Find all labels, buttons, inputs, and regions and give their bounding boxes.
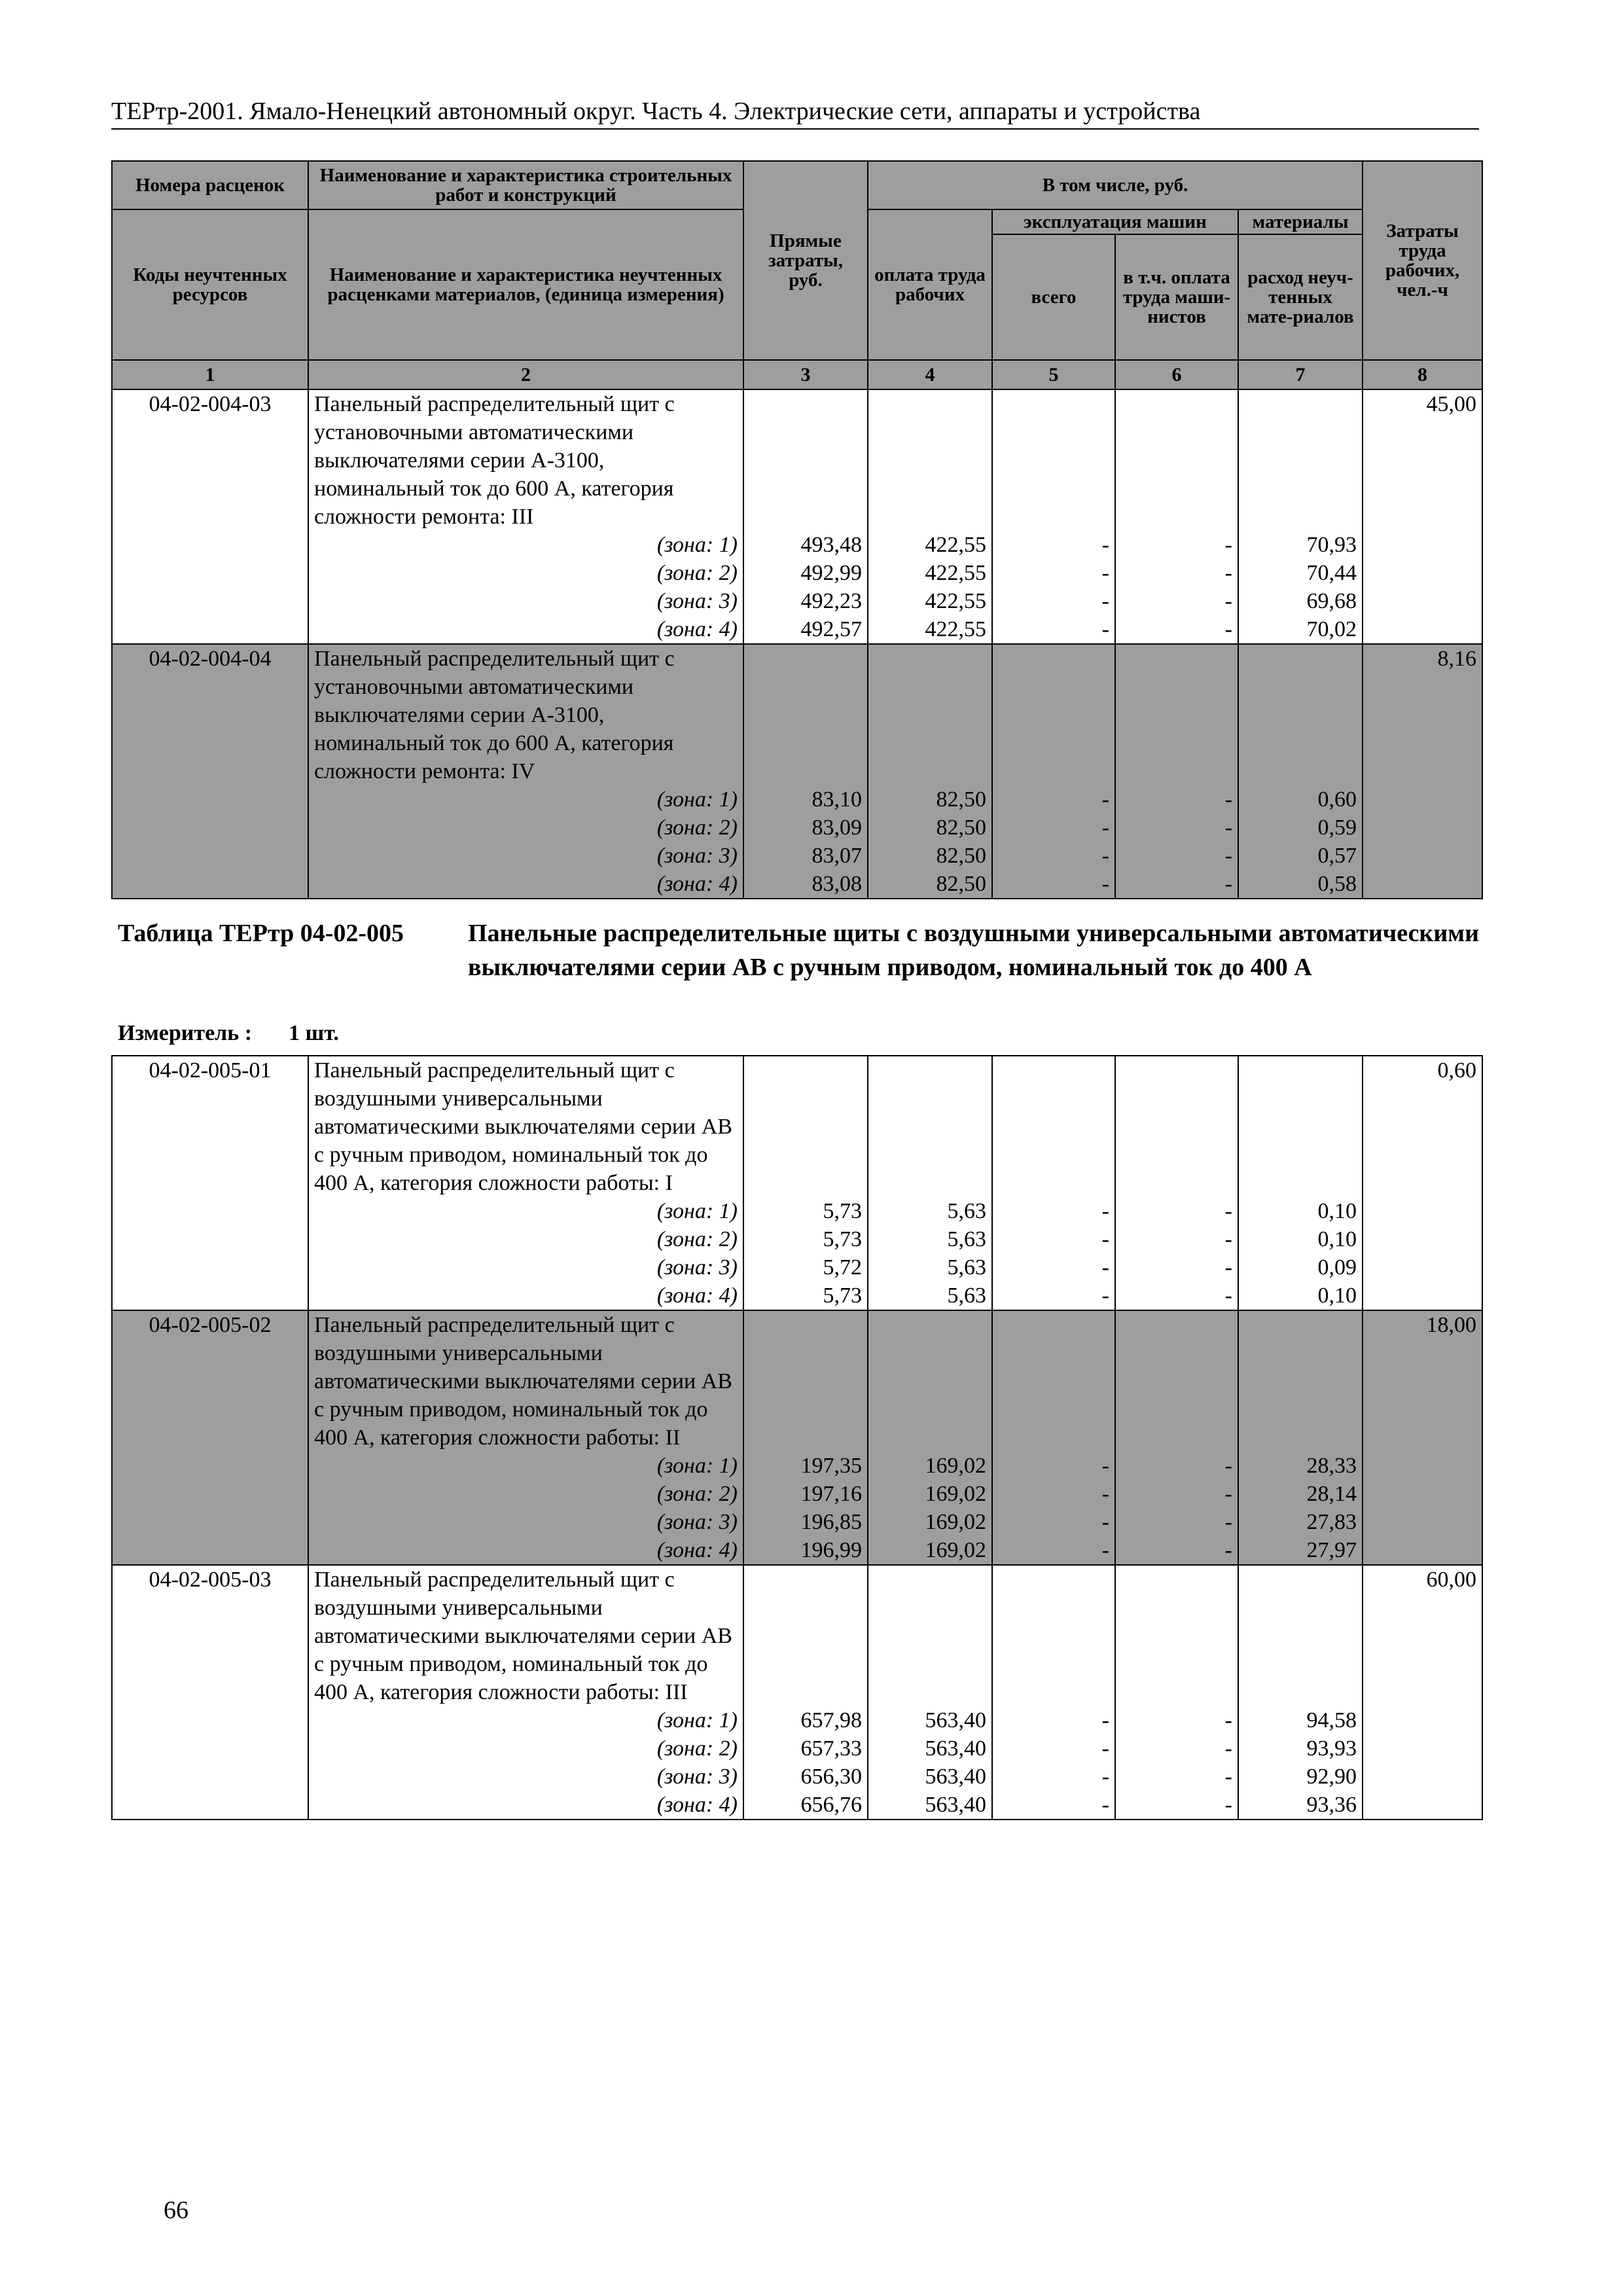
zone-row bbox=[112, 1706, 1482, 1734]
empty-cell bbox=[743, 1056, 868, 1197]
empty-cell bbox=[1363, 870, 1482, 899]
machines-total: - bbox=[992, 842, 1115, 870]
machinist-pay: - bbox=[1115, 531, 1238, 559]
empty-cell bbox=[1115, 1056, 1238, 1197]
empty-cell bbox=[112, 1480, 308, 1508]
machinist-pay: - bbox=[1115, 1706, 1238, 1734]
direct-cost: 196,85 bbox=[743, 1508, 868, 1536]
machinist-pay: - bbox=[1115, 1480, 1238, 1508]
zone-label: (зона: 4) bbox=[308, 870, 743, 899]
col-work-name: Наименование и характеристика строительных работ и конструкций bbox=[308, 161, 743, 209]
measure-line bbox=[118, 1021, 339, 1046]
empty-cell bbox=[1115, 644, 1238, 785]
empty-cell bbox=[1363, 531, 1482, 559]
zone-row bbox=[112, 1282, 1482, 1310]
zone-row bbox=[112, 1508, 1482, 1536]
machines-total: - bbox=[992, 1763, 1115, 1791]
direct-cost: 656,76 bbox=[743, 1791, 868, 1820]
zone-row bbox=[112, 785, 1482, 814]
zone-label: (зона: 2) bbox=[308, 559, 743, 587]
col-machines-total: всего bbox=[992, 234, 1115, 360]
rate-description: Панельный распределительный щит с воздушными универсальными автоматическими выключателями серии АВ с ручным приводом, номинальный ток до 400 А, категория сложности работы: I bbox=[308, 1056, 743, 1197]
direct-cost: 83,08 bbox=[743, 870, 868, 899]
zone-label: (зона: 1) bbox=[308, 531, 743, 559]
empty-cell bbox=[1363, 587, 1482, 615]
materials-cost: 0,10 bbox=[1238, 1282, 1363, 1310]
machinist-pay: - bbox=[1115, 1253, 1238, 1282]
empty-cell bbox=[1363, 1197, 1482, 1225]
empty-cell bbox=[992, 1056, 1115, 1197]
empty-cell bbox=[1363, 1763, 1482, 1791]
column-number-row bbox=[112, 360, 1482, 389]
worker-pay: 5,63 bbox=[868, 1225, 992, 1253]
zone-label: (зона: 1) bbox=[308, 1452, 743, 1480]
table-row bbox=[112, 644, 1482, 785]
worker-pay: 5,63 bbox=[868, 1253, 992, 1282]
zone-row bbox=[112, 1536, 1482, 1565]
empty-cell bbox=[112, 1763, 308, 1791]
machines-total: - bbox=[992, 1508, 1115, 1536]
col-machinist-pay: в т.ч. оплата труда маши-нистов bbox=[1115, 234, 1238, 360]
machines-total: - bbox=[992, 1225, 1115, 1253]
empty-cell bbox=[1115, 389, 1238, 531]
empty-cell bbox=[112, 842, 308, 870]
empty-cell bbox=[868, 1056, 992, 1197]
measure-label: Измеритель : bbox=[118, 1021, 253, 1045]
machines-total: - bbox=[992, 1480, 1115, 1508]
zone-row bbox=[112, 1734, 1482, 1763]
direct-cost: 657,33 bbox=[743, 1734, 868, 1763]
empty-cell bbox=[112, 1791, 308, 1820]
zone-row bbox=[112, 1763, 1482, 1791]
materials-cost: 28,14 bbox=[1238, 1480, 1363, 1508]
machinist-pay: - bbox=[1115, 615, 1238, 644]
worker-pay: 422,55 bbox=[868, 559, 992, 587]
empty-cell bbox=[112, 1253, 308, 1282]
worker-pay: 563,40 bbox=[868, 1706, 992, 1734]
machinist-pay: - bbox=[1115, 1763, 1238, 1791]
measure-unit: 1 шт. bbox=[289, 1021, 339, 1045]
empty-cell bbox=[112, 1197, 308, 1225]
materials-cost: 70,44 bbox=[1238, 559, 1363, 587]
worker-pay: 82,50 bbox=[868, 785, 992, 814]
zone-label: (зона: 3) bbox=[308, 587, 743, 615]
zone-label: (зона: 4) bbox=[308, 1536, 743, 1565]
machinist-pay: - bbox=[1115, 559, 1238, 587]
machines-total: - bbox=[992, 1282, 1115, 1310]
materials-cost: 28,33 bbox=[1238, 1452, 1363, 1480]
materials-cost: 94,58 bbox=[1238, 1706, 1363, 1734]
empty-cell bbox=[868, 389, 992, 531]
col-number: 4 bbox=[868, 360, 992, 389]
zone-label: (зона: 3) bbox=[308, 1763, 743, 1791]
col-number: 2 bbox=[308, 360, 743, 389]
machines-total: - bbox=[992, 587, 1115, 615]
zone-row bbox=[112, 870, 1482, 899]
empty-cell bbox=[112, 559, 308, 587]
empty-cell bbox=[112, 1282, 308, 1310]
labor-value: 0,60 bbox=[1363, 1056, 1482, 1197]
worker-pay: 422,55 bbox=[868, 531, 992, 559]
col-labor-costs: Затраты труда рабочих, чел.-ч bbox=[1363, 161, 1482, 360]
empty-cell bbox=[112, 531, 308, 559]
empty-cell bbox=[743, 644, 868, 785]
table-row bbox=[112, 1310, 1482, 1452]
empty-cell bbox=[1363, 1253, 1482, 1282]
machinist-pay: - bbox=[1115, 587, 1238, 615]
zone-label: (зона: 3) bbox=[308, 1253, 743, 1282]
direct-cost: 83,07 bbox=[743, 842, 868, 870]
table-body bbox=[112, 389, 1482, 899]
table-number: Таблица ТЕРтр 04-02-005 bbox=[118, 920, 404, 947]
empty-cell bbox=[112, 587, 308, 615]
col-number: 6 bbox=[1115, 360, 1238, 389]
machinist-pay: - bbox=[1115, 1452, 1238, 1480]
labor-value: 45,00 bbox=[1363, 389, 1482, 531]
materials-cost: 92,90 bbox=[1238, 1763, 1363, 1791]
col-group-materials: материалы bbox=[1238, 209, 1363, 234]
col-group-machines: эксплуатация машин bbox=[992, 209, 1238, 234]
machinist-pay: - bbox=[1115, 870, 1238, 899]
empty-cell bbox=[868, 644, 992, 785]
empty-cell bbox=[1238, 644, 1363, 785]
col-number: 7 bbox=[1238, 360, 1363, 389]
worker-pay: 563,40 bbox=[868, 1791, 992, 1820]
materials-cost: 0,57 bbox=[1238, 842, 1363, 870]
materials-cost: 0,58 bbox=[1238, 870, 1363, 899]
materials-cost: 0,10 bbox=[1238, 1225, 1363, 1253]
machinist-pay: - bbox=[1115, 1225, 1238, 1253]
direct-cost: 5,73 bbox=[743, 1282, 868, 1310]
machines-total: - bbox=[992, 1706, 1115, 1734]
materials-cost: 93,93 bbox=[1238, 1734, 1363, 1763]
rate-description: Панельный распределительный щит с воздушными универсальными автоматическими выключателями серии АВ с ручным приводом, номинальный ток до 400 А, категория сложности работы: II bbox=[308, 1310, 743, 1452]
direct-cost: 657,98 bbox=[743, 1706, 868, 1734]
materials-cost: 0,59 bbox=[1238, 814, 1363, 842]
zone-row bbox=[112, 814, 1482, 842]
zone-row bbox=[112, 842, 1482, 870]
empty-cell bbox=[112, 1452, 308, 1480]
materials-cost: 69,68 bbox=[1238, 587, 1363, 615]
zone-label: (зона: 2) bbox=[308, 814, 743, 842]
empty-cell bbox=[112, 870, 308, 899]
empty-cell bbox=[743, 1565, 868, 1706]
zone-row bbox=[112, 1197, 1482, 1225]
rate-code: 04-02-005-02 bbox=[112, 1310, 308, 1452]
worker-pay: 422,55 bbox=[868, 587, 992, 615]
page-number: 66 bbox=[164, 2197, 188, 2224]
table-caption: Панельные распределительные щиты с воздушными универсальными автоматическими выключателями серии АВ с ручным приводом, номинальный ток до 400 А bbox=[468, 920, 1479, 981]
machines-total: - bbox=[992, 1791, 1115, 1820]
empty-cell bbox=[1238, 389, 1363, 531]
empty-cell bbox=[112, 615, 308, 644]
rates-table-004 bbox=[111, 160, 1483, 899]
zone-label: (зона: 1) bbox=[308, 785, 743, 814]
zone-row bbox=[112, 1225, 1482, 1253]
direct-cost: 493,48 bbox=[743, 531, 868, 559]
empty-cell bbox=[992, 644, 1115, 785]
zone-label: (зона: 1) bbox=[308, 1706, 743, 1734]
table-row bbox=[112, 1565, 1482, 1706]
rate-description: Панельный распределительный щит с установочными автоматическими выключателями серии А-3100, номинальный ток до 600 А, категория сложности ремонта: IV bbox=[308, 644, 743, 785]
machines-total: - bbox=[992, 559, 1115, 587]
empty-cell bbox=[1363, 1734, 1482, 1763]
machinist-pay: - bbox=[1115, 1197, 1238, 1225]
machinist-pay: - bbox=[1115, 785, 1238, 814]
rate-code: 04-02-004-04 bbox=[112, 644, 308, 785]
direct-cost: 83,09 bbox=[743, 814, 868, 842]
empty-cell bbox=[1363, 1282, 1482, 1310]
zone-label: (зона: 1) bbox=[308, 1197, 743, 1225]
empty-cell bbox=[992, 1565, 1115, 1706]
direct-cost: 492,57 bbox=[743, 615, 868, 644]
machines-total: - bbox=[992, 1734, 1115, 1763]
empty-cell bbox=[112, 1225, 308, 1253]
empty-cell bbox=[1363, 1536, 1482, 1565]
col-group-including: В том числе, руб. bbox=[868, 161, 1363, 209]
empty-cell bbox=[1363, 1706, 1482, 1734]
col-unaccounted-materials: расход неуч-тенных мате-риалов bbox=[1238, 234, 1363, 360]
empty-cell bbox=[1363, 1480, 1482, 1508]
direct-cost: 196,99 bbox=[743, 1536, 868, 1565]
empty-cell bbox=[1238, 1056, 1363, 1197]
machines-total: - bbox=[992, 1452, 1115, 1480]
empty-cell bbox=[1363, 615, 1482, 644]
labor-value: 60,00 bbox=[1363, 1565, 1482, 1706]
worker-pay: 82,50 bbox=[868, 870, 992, 899]
col-rate-numbers: Номера расценок bbox=[112, 161, 308, 209]
worker-pay: 82,50 bbox=[868, 814, 992, 842]
col-direct-costs: Прямые затраты, руб. bbox=[743, 161, 868, 360]
direct-cost: 83,10 bbox=[743, 785, 868, 814]
machines-total: - bbox=[992, 870, 1115, 899]
empty-cell bbox=[112, 814, 308, 842]
zone-row bbox=[112, 1480, 1482, 1508]
col-number: 3 bbox=[743, 360, 868, 389]
empty-cell bbox=[743, 1310, 868, 1452]
table-body bbox=[112, 1056, 1482, 1820]
col-resource-codes: Коды неучтенных ресурсов bbox=[112, 209, 308, 360]
col-material-name: Наименование и характеристика неучтенных расценками материалов, (единица измерения) bbox=[308, 209, 743, 360]
machinist-pay: - bbox=[1115, 1508, 1238, 1536]
zone-row bbox=[112, 615, 1482, 644]
zone-row bbox=[112, 559, 1482, 587]
materials-cost: 0,60 bbox=[1238, 785, 1363, 814]
col-worker-pay: оплата труда рабочих bbox=[868, 209, 992, 360]
empty-cell bbox=[1363, 842, 1482, 870]
materials-cost: 27,83 bbox=[1238, 1508, 1363, 1536]
machines-total: - bbox=[992, 615, 1115, 644]
worker-pay: 5,63 bbox=[868, 1197, 992, 1225]
materials-cost: 0,09 bbox=[1238, 1253, 1363, 1282]
machines-total: - bbox=[992, 531, 1115, 559]
empty-cell bbox=[1363, 559, 1482, 587]
materials-cost: 27,97 bbox=[1238, 1536, 1363, 1565]
rates-table-005 bbox=[111, 1055, 1483, 1820]
worker-pay: 169,02 bbox=[868, 1508, 992, 1536]
worker-pay: 422,55 bbox=[868, 615, 992, 644]
labor-value: 18,00 bbox=[1363, 1310, 1482, 1452]
table-row bbox=[112, 389, 1482, 531]
machinist-pay: - bbox=[1115, 1791, 1238, 1820]
machines-total: - bbox=[992, 1197, 1115, 1225]
direct-cost: 5,72 bbox=[743, 1253, 868, 1282]
zone-label: (зона: 3) bbox=[308, 1508, 743, 1536]
worker-pay: 5,63 bbox=[868, 1282, 992, 1310]
machines-total: - bbox=[992, 814, 1115, 842]
rate-code: 04-02-005-01 bbox=[112, 1056, 308, 1197]
empty-cell bbox=[743, 389, 868, 531]
direct-cost: 5,73 bbox=[743, 1197, 868, 1225]
empty-cell bbox=[868, 1310, 992, 1452]
machinist-pay: - bbox=[1115, 1536, 1238, 1565]
empty-cell bbox=[112, 1706, 308, 1734]
direct-cost: 656,30 bbox=[743, 1763, 868, 1791]
empty-cell bbox=[1363, 785, 1482, 814]
machinist-pay: - bbox=[1115, 1734, 1238, 1763]
materials-cost: 70,02 bbox=[1238, 615, 1363, 644]
zone-label: (зона: 4) bbox=[308, 1282, 743, 1310]
zone-row bbox=[112, 1791, 1482, 1820]
zone-row bbox=[112, 1452, 1482, 1480]
machinist-pay: - bbox=[1115, 814, 1238, 842]
direct-cost: 492,23 bbox=[743, 587, 868, 615]
empty-cell bbox=[992, 389, 1115, 531]
materials-cost: 70,93 bbox=[1238, 531, 1363, 559]
empty-cell bbox=[112, 785, 308, 814]
machines-total: - bbox=[992, 1536, 1115, 1565]
worker-pay: 169,02 bbox=[868, 1480, 992, 1508]
empty-cell bbox=[1238, 1565, 1363, 1706]
worker-pay: 169,02 bbox=[868, 1452, 992, 1480]
zone-row bbox=[112, 531, 1482, 559]
labor-value: 8,16 bbox=[1363, 644, 1482, 785]
machines-total: - bbox=[992, 1253, 1115, 1282]
zone-label: (зона: 4) bbox=[308, 615, 743, 644]
rate-description: Панельный распределительный щит с воздушными универсальными автоматическими выключателями серии АВ с ручным приводом, номинальный ток до 400 А, категория сложности работы: III bbox=[308, 1565, 743, 1706]
worker-pay: 563,40 bbox=[868, 1763, 992, 1791]
zone-row bbox=[112, 587, 1482, 615]
direct-cost: 492,99 bbox=[743, 559, 868, 587]
zone-label: (зона: 2) bbox=[308, 1480, 743, 1508]
empty-cell bbox=[1115, 1565, 1238, 1706]
worker-pay: 82,50 bbox=[868, 842, 992, 870]
empty-cell bbox=[868, 1565, 992, 1706]
empty-cell bbox=[1363, 1225, 1482, 1253]
empty-cell bbox=[1363, 1791, 1482, 1820]
empty-cell bbox=[1363, 1508, 1482, 1536]
zone-label: (зона: 2) bbox=[308, 1225, 743, 1253]
machinist-pay: - bbox=[1115, 842, 1238, 870]
materials-cost: 93,36 bbox=[1238, 1791, 1363, 1820]
worker-pay: 563,40 bbox=[868, 1734, 992, 1763]
empty-cell bbox=[112, 1508, 308, 1536]
rate-description: Панельный распределительный щит с установочными автоматическими выключателями серии А-3100, номинальный ток до 600 А, категория сложности ремонта: III bbox=[308, 389, 743, 531]
empty-cell bbox=[1363, 1452, 1482, 1480]
zone-label: (зона: 3) bbox=[308, 842, 743, 870]
table-row bbox=[112, 1056, 1482, 1197]
rate-code: 04-02-004-03 bbox=[112, 389, 308, 531]
empty-cell bbox=[112, 1536, 308, 1565]
direct-cost: 197,35 bbox=[743, 1452, 868, 1480]
col-number: 1 bbox=[112, 360, 308, 389]
empty-cell bbox=[1238, 1310, 1363, 1452]
zone-label: (зона: 2) bbox=[308, 1734, 743, 1763]
page-header: ТЕРтр-2001. Ямало-Ненецкий автономный округ. Часть 4. Электрические сети, аппараты и устройства bbox=[111, 97, 1479, 130]
direct-cost: 197,16 bbox=[743, 1480, 868, 1508]
direct-cost: 5,73 bbox=[743, 1225, 868, 1253]
zone-label: (зона: 4) bbox=[308, 1791, 743, 1820]
machines-total: - bbox=[992, 785, 1115, 814]
empty-cell bbox=[112, 1734, 308, 1763]
col-number: 5 bbox=[992, 360, 1115, 389]
machinist-pay: - bbox=[1115, 1282, 1238, 1310]
empty-cell bbox=[992, 1310, 1115, 1452]
col-number: 8 bbox=[1363, 360, 1482, 389]
empty-cell bbox=[1363, 814, 1482, 842]
rate-code: 04-02-005-03 bbox=[112, 1565, 308, 1706]
worker-pay: 169,02 bbox=[868, 1536, 992, 1565]
zone-row bbox=[112, 1253, 1482, 1282]
materials-cost: 0,10 bbox=[1238, 1197, 1363, 1225]
empty-cell bbox=[1115, 1310, 1238, 1452]
